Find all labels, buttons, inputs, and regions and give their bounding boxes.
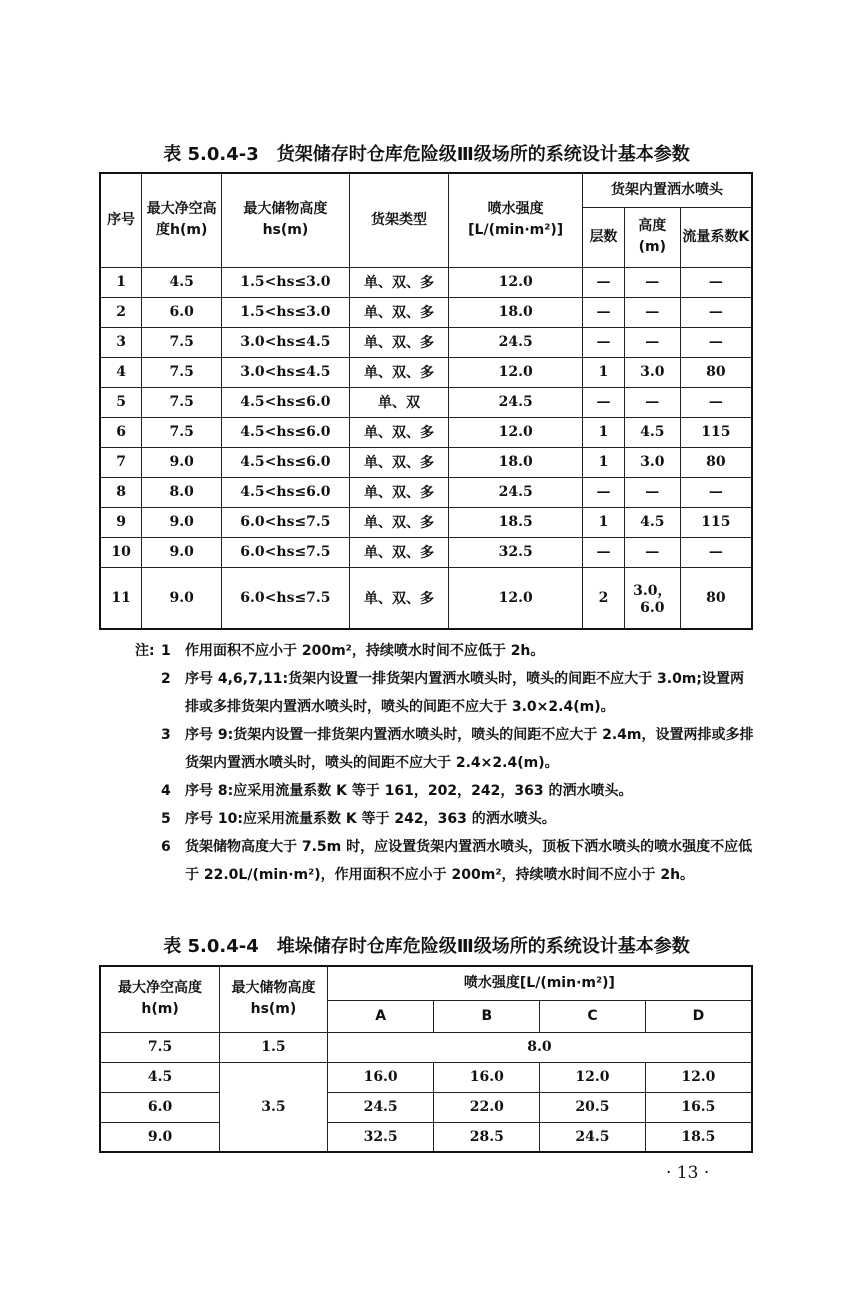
- t2-cell-h: 6.0: [100, 1092, 220, 1122]
- note-text: 序号 10:应采用流量系数 K 等于 242，363 的洒水喷头。: [185, 811, 556, 827]
- cell-max-store-height: 6.0<hs≤7.5: [222, 537, 350, 567]
- cell-layers: 1: [583, 357, 625, 387]
- t2-cell-h: 7.5: [100, 1032, 220, 1062]
- t2-cell-c: 12.0: [540, 1062, 646, 1092]
- notes-prefix: 注:: [135, 643, 155, 659]
- cell-max-store-height: 4.5<hs≤6.0: [222, 447, 350, 477]
- cell-flow-k: —: [680, 327, 752, 357]
- table-row: [100, 507, 752, 537]
- cell-seq: 1: [100, 267, 142, 297]
- cell-layers: 2: [583, 567, 625, 629]
- cell-layers: —: [583, 267, 625, 297]
- note-text: 货架储物高度大于 7.5m 时，应设置货架内置洒水喷头，顶板下洒水喷头的喷水强度不应低于 22.0L/(min·m²)，作用面积不应小于 200m²，持续喷水时间不应小于 2h。: [185, 839, 753, 883]
- t2-header-col-b: B: [434, 1000, 540, 1032]
- cell-intensity: 18.0: [449, 447, 583, 477]
- cell-seq: 5: [100, 387, 142, 417]
- cell-max-store-height: 4.5<hs≤6.0: [222, 387, 350, 417]
- t2-cell-a: 32.5: [327, 1122, 434, 1152]
- notes: [135, 637, 755, 889]
- cell-flow-k: —: [680, 477, 752, 507]
- note-item: [135, 665, 755, 721]
- table-row: [100, 1062, 752, 1092]
- cell-seq: 7: [100, 447, 142, 477]
- cell-rack-type: 单、双、多: [349, 417, 449, 447]
- note-num: 5: [161, 811, 171, 827]
- table-row: [100, 267, 752, 297]
- cell-rack-type: 单、双: [349, 387, 449, 417]
- cell-height: —: [624, 537, 680, 567]
- cell-max-clear-height: 4.5: [142, 267, 222, 297]
- note-item: [135, 637, 755, 665]
- cell-rack-type: 单、双、多: [349, 297, 449, 327]
- cell-rack-type: 单、双、多: [349, 507, 449, 537]
- cell-intensity: 12.0: [449, 267, 583, 297]
- table-row: [100, 1122, 752, 1152]
- cell-max-store-height: 6.0<hs≤7.5: [222, 507, 350, 537]
- page-number: · 13 ·: [666, 1163, 710, 1183]
- cell-max-clear-height: 9.0: [142, 507, 222, 537]
- note-item: [135, 833, 755, 889]
- table-row: [100, 417, 752, 447]
- t2-cell-h: 4.5: [100, 1062, 220, 1092]
- table-row: [100, 537, 752, 567]
- cell-height: —: [624, 387, 680, 417]
- note-text: 作用面积不应小于 200m²，持续喷水时间不应低于 2h。: [185, 643, 545, 659]
- table-row: [100, 477, 752, 507]
- cell-max-clear-height: 8.0: [142, 477, 222, 507]
- cell-intensity: 12.0: [449, 417, 583, 447]
- table-row: [100, 1032, 752, 1062]
- cell-rack-type: 单、双、多: [349, 327, 449, 357]
- cell-height: 4.5: [624, 507, 680, 537]
- t2-header-intensity: 喷水强度[L/(min·m²)]: [327, 966, 752, 1000]
- cell-rack-type: 单、双、多: [349, 537, 449, 567]
- header-max-clear-height: 最大净空高度h(m): [142, 173, 222, 267]
- cell-layers: 1: [583, 417, 625, 447]
- cell-seq: 6: [100, 417, 142, 447]
- header-height: 高度(m): [624, 207, 680, 267]
- cell-seq: 9: [100, 507, 142, 537]
- note-item: [135, 721, 755, 777]
- cell-seq: 11: [100, 567, 142, 629]
- cell-layers: —: [583, 537, 625, 567]
- cell-rack-type: 单、双、多: [349, 567, 449, 629]
- cell-layers: —: [583, 327, 625, 357]
- cell-intensity: 24.5: [449, 387, 583, 417]
- table2-title: 表 5.0.4-4 堆垛储存时仓库危险级Ⅲ级场所的系统设计基本参数: [163, 936, 690, 957]
- cell-flow-k: —: [680, 537, 752, 567]
- cell-seq: 4: [100, 357, 142, 387]
- cell-flow-k: 115: [680, 417, 752, 447]
- cell-flow-k: —: [680, 267, 752, 297]
- t2-cell-c: 20.5: [540, 1092, 646, 1122]
- t2-cell-b: 28.5: [434, 1122, 540, 1152]
- cell-flow-k: —: [680, 297, 752, 327]
- cell-seq: 2: [100, 297, 142, 327]
- header-in-rack: 货架内置洒水喷头: [583, 173, 752, 207]
- cell-max-clear-height: 9.0: [142, 567, 222, 629]
- note-item: [135, 805, 755, 833]
- t2-cell-d: 16.5: [645, 1092, 752, 1122]
- cell-layers: 1: [583, 507, 625, 537]
- t2-cell-b: 22.0: [434, 1092, 540, 1122]
- cell-intensity: 12.0: [449, 567, 583, 629]
- cell-rack-type: 单、双、多: [349, 477, 449, 507]
- cell-max-store-height: 1.5<hs≤3.0: [222, 297, 350, 327]
- cell-layers: —: [583, 387, 625, 417]
- header-flow-k: 流量系数K: [680, 207, 752, 267]
- t2-cell-a: 24.5: [327, 1092, 434, 1122]
- cell-max-store-height: 6.0<hs≤7.5: [222, 567, 350, 629]
- cell-height: —: [624, 477, 680, 507]
- cell-max-store-height: 4.5<hs≤6.0: [222, 477, 350, 507]
- t2-cell-hs: 1.5: [220, 1032, 328, 1062]
- table-row: [100, 447, 752, 477]
- cell-intensity: 32.5: [449, 537, 583, 567]
- cell-max-store-height: 3.0<hs≤4.5: [222, 327, 350, 357]
- t2-cell-d: 18.5: [645, 1122, 752, 1152]
- table-row: [100, 297, 752, 327]
- cell-height: —: [624, 267, 680, 297]
- cell-rack-type: 单、双、多: [349, 357, 449, 387]
- t2-header-max-store-height: 最大储物高度 hs(m): [220, 966, 328, 1032]
- cell-seq: 10: [100, 537, 142, 567]
- t2-cell-c: 24.5: [540, 1122, 646, 1152]
- table-row: [100, 387, 752, 417]
- cell-max-clear-height: 7.5: [142, 327, 222, 357]
- header-seq: 序号: [100, 173, 142, 267]
- t2-cell-b: 16.0: [434, 1062, 540, 1092]
- note-num: 1: [161, 643, 171, 659]
- header-rack-type: 货架类型: [349, 173, 449, 267]
- cell-max-clear-height: 9.0: [142, 447, 222, 477]
- cell-flow-k: 80: [680, 447, 752, 477]
- t2-cell-hs-group: 3.5: [220, 1062, 328, 1152]
- cell-flow-k: 80: [680, 567, 752, 629]
- table2: [99, 965, 753, 1153]
- note-item: [135, 777, 755, 805]
- table-row: [100, 1092, 752, 1122]
- t2-header-col-c: C: [540, 1000, 646, 1032]
- t2-header-max-clear-height: 最大净空高度 h(m): [100, 966, 220, 1032]
- t2-header-col-a: A: [327, 1000, 434, 1032]
- cell-layers: —: [583, 297, 625, 327]
- t2-cell-d: 12.0: [645, 1062, 752, 1092]
- cell-layers: 1: [583, 447, 625, 477]
- cell-max-store-height: 3.0<hs≤4.5: [222, 357, 350, 387]
- table1-title: 表 5.0.4-3 货架储存时仓库危险级Ⅲ级场所的系统设计基本参数: [163, 144, 690, 165]
- cell-flow-k: —: [680, 387, 752, 417]
- cell-height: 4.5: [624, 417, 680, 447]
- header-max-store-height: 最大储物高度hs(m): [222, 173, 350, 267]
- cell-seq: 3: [100, 327, 142, 357]
- note-text: 序号 4,6,7,11:货架内设置一排货架内置洒水喷头时，喷头的间距不应大于 3.0m;设置两排或多排货架内置洒水喷头时，喷头的间距不应大于 3.0×2.4(m)。: [185, 671, 744, 715]
- t2-cell-h: 9.0: [100, 1122, 220, 1152]
- cell-flow-k: 80: [680, 357, 752, 387]
- table-row: [100, 357, 752, 387]
- table1: [99, 172, 753, 630]
- cell-max-clear-height: 7.5: [142, 357, 222, 387]
- cell-max-clear-height: 6.0: [142, 297, 222, 327]
- cell-height: —: [624, 297, 680, 327]
- cell-max-store-height: 4.5<hs≤6.0: [222, 417, 350, 447]
- cell-intensity: 18.5: [449, 507, 583, 537]
- cell-height: —: [624, 327, 680, 357]
- cell-intensity: 24.5: [449, 477, 583, 507]
- t2-cell-a: 16.0: [327, 1062, 434, 1092]
- t2-cell-all: 8.0: [327, 1032, 752, 1062]
- cell-flow-k: 115: [680, 507, 752, 537]
- cell-max-clear-height: 7.5: [142, 387, 222, 417]
- table-row: [100, 327, 752, 357]
- table-row: [100, 567, 752, 629]
- cell-intensity: 12.0: [449, 357, 583, 387]
- note-num: 3: [161, 727, 171, 743]
- cell-rack-type: 单、双、多: [349, 447, 449, 477]
- note-text: 序号 8:应采用流量系数 K 等于 161，202，242，363 的洒水喷头。: [185, 783, 633, 799]
- note-num: 2: [161, 671, 171, 687]
- note-num: 6: [161, 839, 171, 855]
- t2-header-col-d: D: [645, 1000, 752, 1032]
- cell-height: 3.0: [624, 357, 680, 387]
- cell-max-clear-height: 7.5: [142, 417, 222, 447]
- cell-max-store-height: 1.5<hs≤3.0: [222, 267, 350, 297]
- header-intensity: 喷水强度[L/(min·m²)]: [449, 173, 583, 267]
- cell-height: 3.0: [624, 447, 680, 477]
- cell-max-clear-height: 9.0: [142, 537, 222, 567]
- note-text: 序号 9:货架内设置一排货架内置洒水喷头时，喷头的间距不应大于 2.4m，设置两排或多排货架内置洒水喷头时，喷头的间距不应大于 2.4×2.4(m)。: [185, 727, 754, 771]
- cell-layers: —: [583, 477, 625, 507]
- cell-intensity: 24.5: [449, 327, 583, 357]
- cell-rack-type: 单、双、多: [349, 267, 449, 297]
- note-num: 4: [161, 783, 171, 799]
- cell-height: 3.0，6.0: [624, 567, 680, 629]
- cell-seq: 8: [100, 477, 142, 507]
- cell-intensity: 18.0: [449, 297, 583, 327]
- header-layers: 层数: [583, 207, 625, 267]
